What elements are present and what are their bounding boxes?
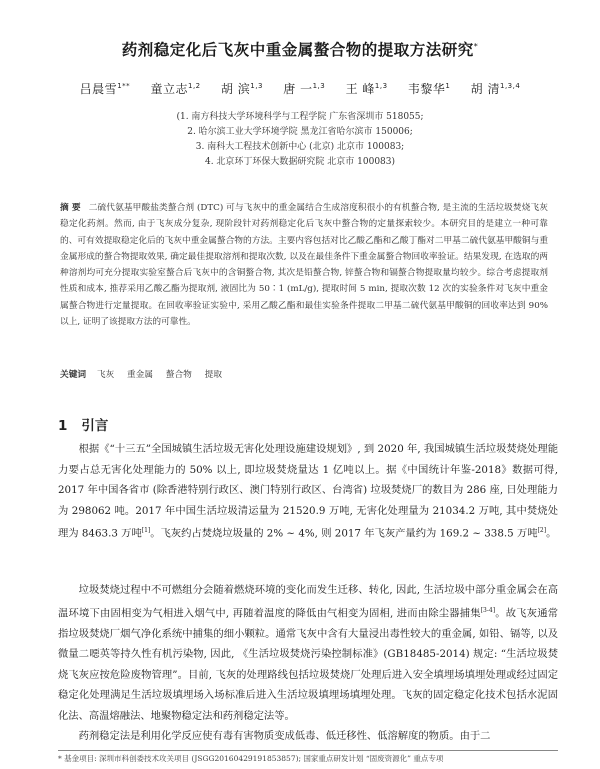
funding-footnote: * 基金项目: 深圳市科创委技术攻关项目 (JSGG20160429191853857); 国家重点研发计划 “固废资源化” 重点专项 bbox=[58, 754, 444, 763]
body-paragraph: 根据《“十三五”全国城镇生活垃圾无害化处理设施建设规划》, 到 2020 年, 我国城镇生活垃圾焚烧处理能力要占总无害化处理能力的 50% 以上, 即垃圾焚烧量达 1 亿吨以上。据《中国统计年鉴-2018》数据可得, 2017 年中国各省市 (除香港特别行政区、澳门特别行政区、台湾省) 垃圾焚烧厂的数目为 286 座, 日处理能力为 298062 吨。2017 年中国生活垃圾清运量为 21520.9 万吨, 无害化处理量为 21034.2 万吨, 其中焚烧处理为 8463.3 万吨[1]。飞灰约占焚烧垃圾量的 2% ~ 4%, 则 2017 年飞灰产量约为 169.2 ~ 338.5 万吨[2]。 bbox=[58, 443, 558, 540]
keyword: 提取 bbox=[204, 370, 222, 380]
affiliation: 3. 南科大工程技术创新中心 (北京) 北京市 100083; bbox=[195, 142, 405, 152]
paper-title: 药剂稳定化后飞灰中重金属螯合物的提取方法研究* bbox=[121, 41, 479, 59]
keyword: 重金属 bbox=[126, 370, 154, 380]
keywords-label: 关键词 bbox=[60, 370, 87, 380]
author: 童立志$^{1,2}$ bbox=[150, 82, 201, 96]
author: 吕晨雪$^{1**}$ bbox=[79, 82, 131, 96]
author: 胡 清$^{1,3,4}$ bbox=[470, 82, 521, 96]
affiliation: (1. 南方科技大学环境科学与工程学院 广东省深圳市 518055; bbox=[176, 112, 424, 122]
abstract-label: 摘 要 bbox=[60, 203, 81, 213]
author: 王 峰$^{1,3}$ bbox=[345, 82, 388, 96]
affiliation-list bbox=[0, 110, 600, 170]
section-heading bbox=[58, 414, 108, 434]
affiliation: 2. 哈尔滨工业大学环境学院 黑龙江省哈尔滨市 150006; bbox=[187, 127, 413, 137]
affiliation: 4. 北京环丁环保大数据研究院 北京市 100083) bbox=[204, 157, 396, 167]
author: 胡 滨$^{1,3}$ bbox=[220, 82, 263, 96]
abstract-text: 二硫代氨基甲酸盐类螯合剂 (DTC) 可与飞灰中的重金属结合生成溶度积很小的有机螯合物, 是主流的生活垃圾焚烧飞灰稳定化药剂。然而, 由于飞灰成分复杂, 现阶段针对药剂稳定化后飞灰中螯合物的定量探索较少。本研究目的是建立一种可靠的、可有效提取稳定化后的飞灰中重金属螯合物的方法。主要内容包括对比乙酸乙酯和乙酸丁酯对二甲基二硫代氨基甲酸铜与重金属形成的螯合物提取效果, 确定最佳提取溶剂和提取次数, 以及在最佳条件下重金属螯合物回收率验证。结果发现, 在选取的两种溶剂均可充分提取实验室螯合后飞灰中的含铜螯合物, 其次是铅螯合物, 锌螯合物和镉螯合物提取量均较少。综合考虑提取剂性质和成本, 推荐采用乙酸乙酯为提取剂, 液固比为 50∶1 (mL/g), 提取时间 5 min, 提取次数 12 次的实验条件对飞灰中重金属螯合物进行定量提取。在回收率验证实验中, 采用乙酸乙酯和最佳实验条件提取二甲基二硫代氨基甲酸铜的回收率达到 90% 以上, 证明了该提取方法的可靠性。 bbox=[60, 203, 548, 328]
keywords bbox=[60, 368, 548, 380]
citation[interactable]: [1] bbox=[141, 527, 151, 535]
body-paragraph: 药剂稳定法是利用化学反应使有毒有害物质变成低毒、低迁移性、低溶解度的物质。由于二 bbox=[78, 730, 491, 742]
author-list bbox=[0, 80, 600, 97]
citation[interactable]: [2] bbox=[537, 527, 547, 535]
keyword: 飞灰 bbox=[96, 370, 115, 380]
title-footnote-mark: * bbox=[473, 41, 479, 51]
author: 韦黎华$^1$ bbox=[407, 82, 451, 96]
footnote-divider bbox=[58, 750, 558, 751]
section-title: 引言 bbox=[81, 418, 109, 434]
citation[interactable]: [3-4] bbox=[480, 606, 496, 614]
keyword: 螯合物 bbox=[165, 370, 192, 380]
body-paragraph: 垃圾焚烧过程中不可燃组分会随着燃烧环境的变化而发生迁移、转化, 因此, 生活垃圾中部分重金属会在高温环境下由固相变为气相进入烟气中, 再随着温度的降低由气相变为固相, 进而由除尘器捕集[3-4]。故飞灰通常指垃圾焚烧厂烟气净化系统中捕集的细小颗粒。通常飞灰中含有大量浸出毒性较大的重金属, 如铅、镉等, 以及微量二噁英等持久性有机污染物, 因此, 《生活垃圾焚烧污染控制标准》(GB18485-2014) 规定: “生活垃圾焚烧飞灰应按危险废物管理”。目前, 飞灰的处理路线包括垃圾焚烧厂处理后进入安全填埋场填埋处理或经过固定稳定化处理满足生活垃圾填埋场入场标准后进入生活垃圾填埋场填埋处理。飞灰的固定稳定化技术包括水泥固化法、高温熔融法、地聚物稳定法和药剂稳定法等。 bbox=[58, 584, 559, 722]
abstract bbox=[60, 200, 548, 330]
author: 唐 一$^{1,3}$ bbox=[283, 82, 326, 96]
section-number: 1 bbox=[58, 418, 68, 434]
